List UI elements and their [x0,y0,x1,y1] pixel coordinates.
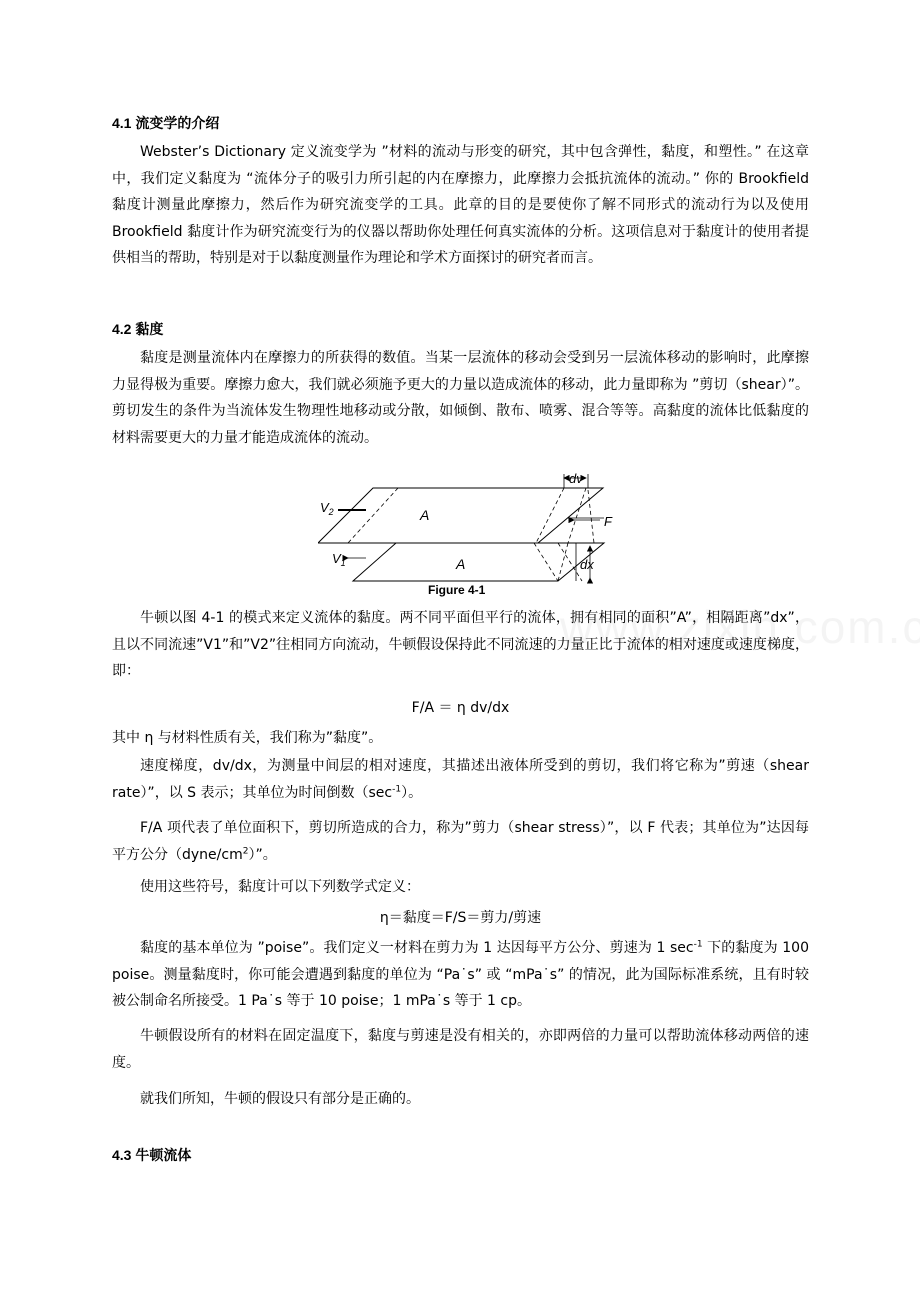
equation-newton: F/A ＝ η dv/dx [411,700,510,716]
paragraph-assumption: 牛顿假设所有的材料在固定温度下，黏度与剪速是没有相关的，亦即两倍的力量可以帮助流体移动两倍的速度。 [112,1028,809,1071]
section-title-4-3: 4.3 牛顿流体 [112,1147,192,1163]
equation-viscosity-definition: η＝黏度＝F/S＝剪力/剪速 [379,910,542,926]
shear-stress-text-end: ）”。 [248,846,277,863]
paragraph-poise [112,935,809,1015]
bottom-plate [353,543,604,581]
label-dx: dx [580,557,594,572]
paragraph-shear-rate [112,753,809,806]
section-title-4-2: 4.2 黏度 [112,321,164,337]
paragraph-partial: 就我们所知，牛顿的假设只有部分是正确的。 [140,1091,420,1107]
shear-stress-superscript: 2 [242,845,249,856]
top-plate [318,488,603,543]
paragraph-newton-model: 牛顿以图 4-1 的模式来定义流体的黏度。两不同平面但平行的流体，拥有相同的面积”A”，相隔距离”dx”，且以不同流速”V1”和”V2”往相同方向流动，牛顿假设保持此不同流速的力量正比于流体的相对速度或速度梯度，即： [112,610,809,679]
label-v1: $V_1$ [332,551,346,568]
label-v2: $V_2$ [320,500,334,517]
paragraph-intro: Webster’s Dictionary 定义流变学为 ”材料的流动与形变的研究，其中包含弹性，黏度，和塑性。” 在这章中，我们定义黏度为 “流体分子的吸引力所引起的内在摩擦力，此摩擦力会抵抗流体的流动。” 你的 Brookfield 黏度计测量此摩擦力，然后作为研究流变学的工具。此章的目的是要使你了解不同形式的流动行为以及使用 Brookfield 黏度计作为研究流变行为的仪器以帮助你处理任何真实流体的分析。这项信息对于黏度计的使用者提供相当的帮助，特别是对于以黏度测量作为理论和学术方面探讨的研究者而言。 [112,144,809,266]
watermark [560,600,920,654]
paragraph-symbols: 使用这些符号，黏度计可以下列数学式定义： [140,879,420,895]
label-dv: dv [569,471,583,486]
section-title-4-1: 4.1 流变学的介绍 [112,115,220,131]
paragraph-eta-desc: 其中 η 与材料性质有关，我们称为”黏度”。 [112,730,383,746]
label-a-bottom: A [456,556,466,572]
poise-text: 黏度的基本单位为 ”poise”。我们定义一材料在剪力为 1 达因每平方公分、剪速为 1 sec [140,940,694,956]
figure-4-1 [318,468,614,598]
shear-rate-superscript: -1 [392,783,402,794]
label-f: F [604,514,612,529]
shear-rate-text-end: ）。 [401,784,423,801]
shear-rate-text: 速度梯度，dv/dx，为测量中间层的相对速度，其描述出液体所受到的剪切，我们将它称为”剪速（shear rate）”，以 S 表示；其单位为时间倒数（sec [112,758,809,801]
paragraph-viscosity: 黏度是测量流体内在摩擦力的所获得的数值。当某一层流体的移动会受到另一层流体移动的影响时，此摩擦力显得极为重要。摩擦力愈大，我们就必须施予更大的力量以造成流体的移动，此力量即称为 ”剪切（shear）”。剪切发生的条件为当流体发生物理性地移动或分散，如倾倒、散布、喷雾、混合等等。高黏度的流体比低黏度的材料需要更大的力量才能造成流体的流动。 [112,350,809,446]
label-a-top: A [420,507,430,523]
poise-text-end: 下的黏度为 100 poise。测量黏度时，你可能会遭遇到黏度的单位为 “Pa˙s” 或 “mPa˙s” 的情况，此为国际标准系统，且有时较被公制命名所接受。1 Pa˙s 等于 10 poise；1 mPa˙s 等于 1 cp。 [112,940,809,1009]
shear-stress-text: F/A 项代表了单位面积下，剪切所造成的合力，称为”剪力（shear stress）”，以 F 代表；其单位为”达因每平方公分（dyne/cm [112,820,809,863]
figure-caption: Figure 4-1 [428,583,486,597]
paragraph-shear-stress [112,815,809,868]
poise-superscript: -1 [693,939,703,950]
